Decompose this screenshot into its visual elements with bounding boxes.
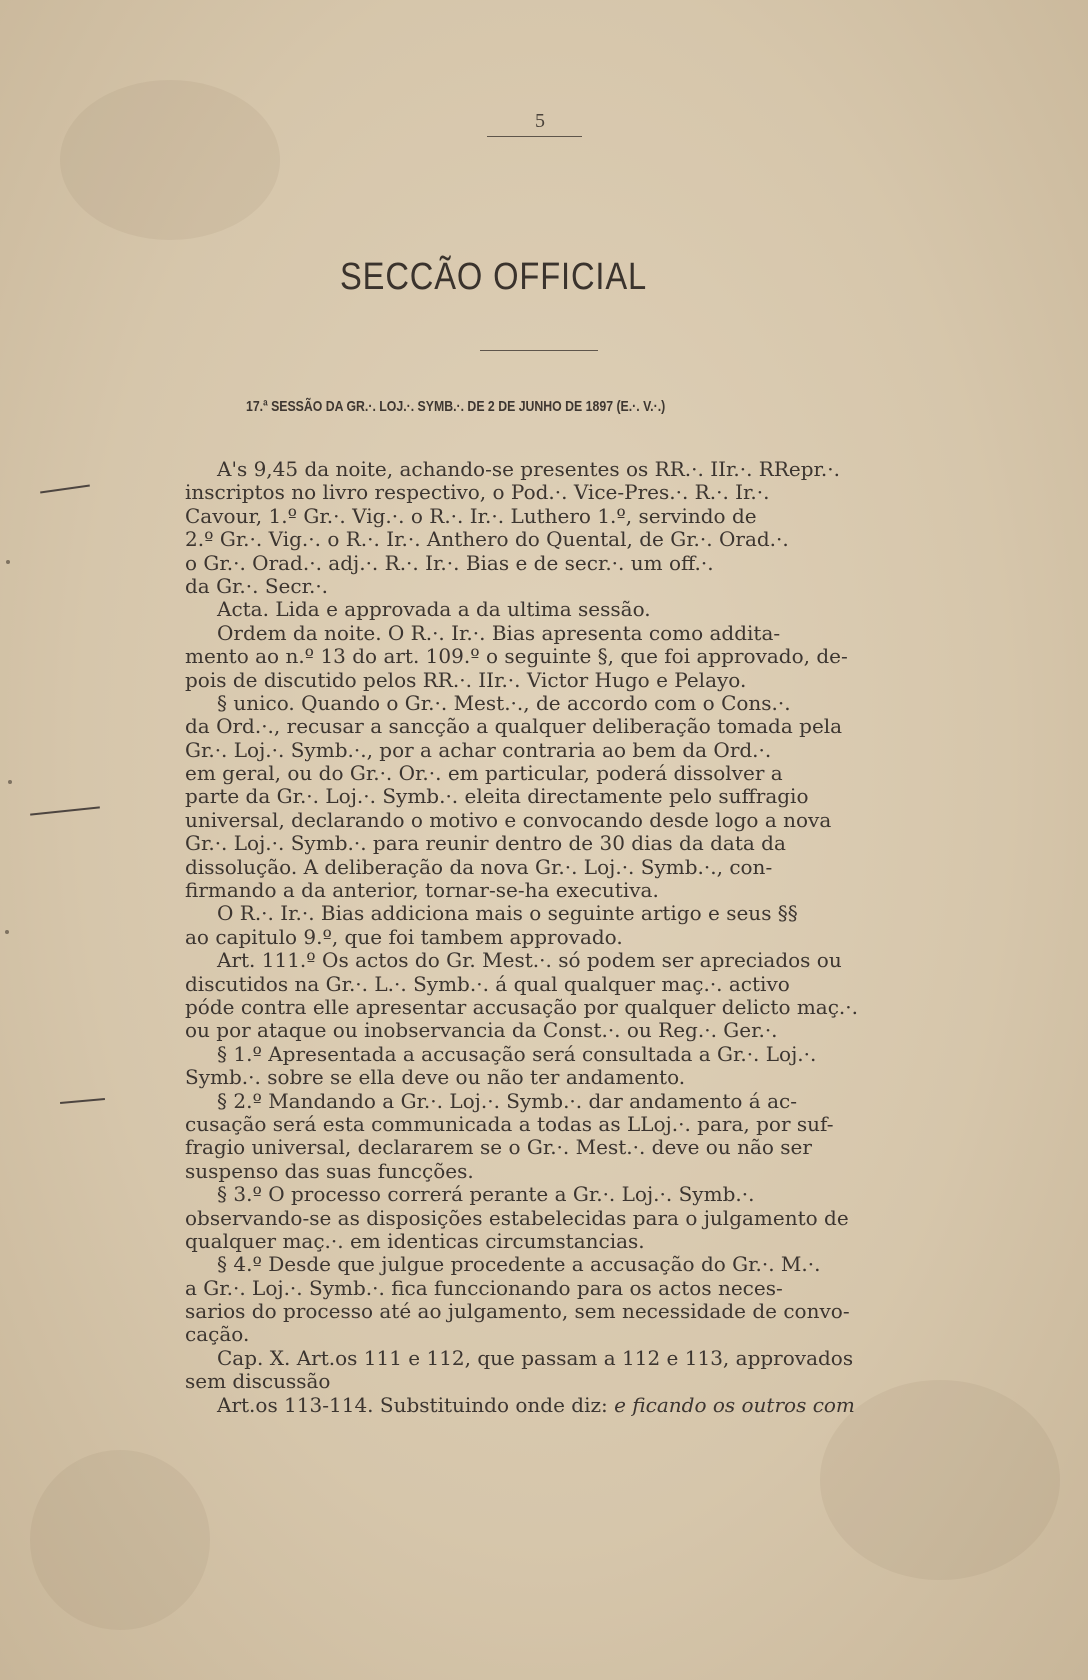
body-line: Cavour, 1.º Gr.·. Vig.·. o R.·. Ir.·. Luthero 1.º, servindo de: [185, 503, 757, 528]
session-heading: 17.ª SESSÃO DA GR.·. LOJ.·. SYMB.·. DE 2 DE JUNHO DE 1897 (E.·. V.·.): [246, 398, 666, 415]
body-line: ou por ataque ou inobservancia da Const.·. ou Reg.·. Ger.·.: [185, 1018, 778, 1043]
margin-tick: [8, 780, 12, 784]
body-line: A's 9,45 da noite, achando-se presentes os RR.·. IIr.·. RRepr.·.: [217, 457, 840, 481]
title-rule: [480, 350, 598, 351]
body-line: sarios do processo até ao julgamento, sem necessidade de convo-: [185, 1299, 850, 1324]
body-line: universal, declarando o motivo e convocando desde logo a nova: [185, 807, 832, 832]
last-line-regular: Art.os 113-114. Substituindo onde diz:: [217, 1392, 615, 1417]
body-line: da Gr.·. Secr.·.: [185, 573, 329, 598]
body-line: § 4.º Desde que julgue procedente a accusação do Gr.·. M.·.: [217, 1252, 821, 1277]
body-line: póde contra elle apresentar accusação por qualquer delicto maç.·.: [185, 994, 858, 1019]
margin-tick: [5, 930, 9, 934]
body-line: § 3.º O processo correrá perante a Gr.·. Loj.·. Symb.·.: [217, 1182, 755, 1207]
top-rule: [487, 136, 582, 137]
body-line: § 2.º Mandando a Gr.·. Loj.·. Symb.·. dar andamento á ac-: [217, 1088, 797, 1113]
body-line: Gr.·. Loj.·. Symb.·. para reunir dentro de 30 dias da data da: [185, 831, 786, 856]
body-line: 2.º Gr.·. Vig.·. o R.·. Ir.·. Anthero do Quental, de Gr.·. Orad.·.: [185, 527, 789, 552]
body-line: cação.: [185, 1322, 250, 1347]
body-line: Cap. X. Art.os 111 e 112, que passam a 112 e 113, approvados: [217, 1345, 854, 1370]
body-line: em geral, ou do Gr.·. Or.·. em particular, poderá dissolver a: [185, 761, 783, 786]
body-line: Ordem da noite. O R.·. Ir.·. Bias apresenta como addita-: [217, 620, 781, 645]
paper-stain: [60, 80, 280, 240]
last-line-italic: e ficando os outros com: [614, 1392, 855, 1417]
body-line: qualquer maç.·. em identicas circumstancias.: [185, 1228, 645, 1253]
body-line: Acta. Lida e approvada a da ultima sessão.: [217, 597, 651, 622]
body-line: discutidos na Gr.·. L.·. Symb.·. á qual qualquer maç.·. activo: [185, 971, 790, 996]
body-line: o Gr.·. Orad.·. adj.·. R.·. Ir.·. Bias e de secr.·. um off.·.: [185, 550, 714, 575]
body-line: firmando a da anterior, tornar-se-ha executiva.: [185, 878, 659, 903]
body-line: sem discussão: [185, 1369, 331, 1394]
body-text: [185, 458, 897, 1417]
body-line: observando-se as disposições estabelecidas para o julgamento de: [185, 1205, 849, 1230]
body-line: suspenso das suas funcções.: [185, 1158, 474, 1183]
margin-tick: [6, 560, 10, 564]
body-line: pois de discutido pelos RR.·. IIr.·. Victor Hugo e Pelayo.: [185, 667, 747, 692]
body-line: cusação será esta communicada a todas as LLoj.·. para, por suf-: [185, 1111, 834, 1136]
body-line: da Ord.·., recusar a sancção a qualquer deliberação tomada pela: [185, 714, 843, 739]
page-number: 5: [535, 110, 545, 132]
body-line: fragio universal, declararem se o Gr.·. Mest.·. deve ou não ser: [185, 1135, 812, 1160]
body-line: parte da Gr.·. Loj.·. Symb.·. eleita directamente pelo suffragio: [185, 784, 809, 809]
section-title: SECCÃO OFFICIAL: [340, 256, 648, 298]
body-line: Gr.·. Loj.·. Symb.·., por a achar contraria ao bem da Ord.·.: [185, 737, 772, 762]
body-line: O R.·. Ir.·. Bias addiciona mais o seguinte artigo e seus §§: [217, 901, 798, 926]
body-line: Art. 111.º Os actos do Gr. Mest.·. só podem ser apreciados ou: [217, 948, 842, 973]
body-line: ao capitulo 9.º, que foi tambem approvado.: [185, 924, 623, 949]
body-line: inscriptos no livro respectivo, o Pod.·. Vice-Pres.·. R.·. Ir.·.: [185, 480, 770, 505]
body-line: mento ao n.º 13 do art. 109.º o seguinte §, que foi approvado, de-: [185, 644, 848, 669]
body-line: a Gr.·. Loj.·. Symb.·. fica funccionando para os actos neces-: [185, 1275, 783, 1300]
paper-stain: [30, 1450, 210, 1630]
body-line: dissolução. A deliberação da nova Gr.·. Loj.·. Symb.·., con-: [185, 854, 773, 879]
body-line: Symb.·. sobre se ella deve ou não ter andamento.: [185, 1065, 686, 1090]
body-line-last: [185, 1394, 897, 1417]
body-line: § unico. Quando o Gr.·. Mest.·., de accordo com o Cons.·.: [217, 690, 791, 715]
body-line: § 1.º Apresentada a accusação será consultada a Gr.·. Loj.·.: [217, 1041, 817, 1066]
